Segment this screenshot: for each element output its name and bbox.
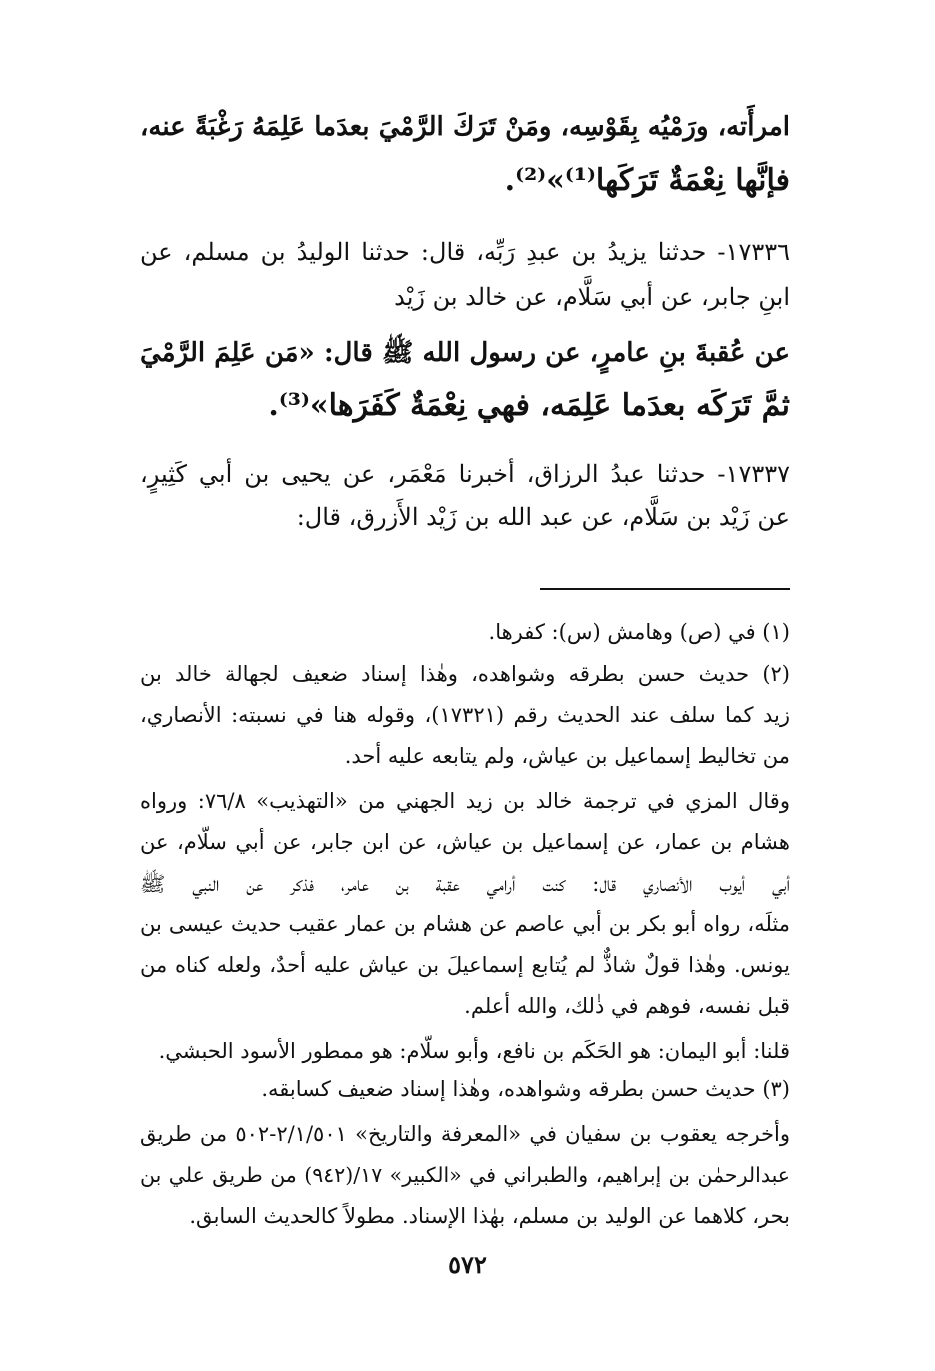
- footnote-line: عبدالرحمٰن بن إبراهيم، والطبراني في «الكبير» ١٧/(٩٤٢) من طريق علي بن: [140, 1163, 790, 1187]
- footnote-line: بحر، كلاهما عن الوليد بن مسلم، بهٰذا الإسناد. مطولاً كالحديث السابق.: [189, 1204, 790, 1228]
- footnote-line: زيد كما سلف عند الحديث رقم (١٧٣٢١)، وقوله هنا في نسبته: الأنصاري،: [140, 703, 790, 727]
- footnote-line: هشام بن عمار، عن إسماعيل بن عياش، عن ابن جابر، عن أبي سلّام، عن: [140, 830, 790, 854]
- page-number: ٥٧٢: [448, 1250, 487, 1279]
- isnad-line: ابنِ جابر، عن أبي سَلَّام، عن خالد بن زَيْد: [394, 283, 790, 311]
- hadith-text-line: فإنَّها نِعْمَةٌ تَرَكَها⁽¹⁾»⁽²⁾.: [504, 163, 790, 198]
- footnote-line: وأخرجه يعقوب بن سفيان في «المعرفة والتاريخ» ٢/١/٥٠١-٥٠٢ من طريق: [140, 1122, 791, 1146]
- isnad-line: عن زَيْد بن سَلَّام، عن عبد الله بن زَيْد الأَزرق، قال:: [296, 503, 790, 531]
- footnote-line: قبل نفسه، فوهم في ذٰلك، والله أعلم.: [464, 994, 790, 1018]
- footnote-line: من تخاليط إسماعيل بن عياش، ولم يتابعه عليه أحد.: [344, 744, 790, 768]
- footnote-separator: [540, 588, 790, 590]
- footnote-line: يونس. وهٰذا قولٌ شاذٌّ لم يُتابع إسماعيلَ بن عياش عليه أحدٌ، ولعله كناه من: [140, 953, 790, 977]
- isnad-line: ١٧٣٣٧- حدثنا عبدُ الرزاق، أخبرنا مَعْمَر، عن يحيى بن أبي كَثِيرٍ،: [140, 460, 790, 488]
- footnote-line: وقال المزي في ترجمة خالد بن زيد الجهني من «التهذيب» ٧٦/٨: ورواه: [140, 789, 790, 813]
- footnote-line: أبي أيوب الأنصاري قال: كنت أرامي عقبة بن عامر، فذكر عن النبي ﷺ: [140, 872, 790, 896]
- hadith-text-line: امرأَته، ورَمْيُه بِقَوْسِه، ومَنْ تَرَكَ الرَّمْيَ بعدَما عَلِمَهُ رَغْبَةً عنه،: [140, 112, 790, 142]
- footnote-line: قلنا: أبو اليمان: هو الحَكَم بن نافع، وأبو سلّام: هو ممطور الأسود الحبشي.: [158, 1039, 790, 1063]
- footnote-line: (١) في (ص) وهامش (س): كفرها.: [488, 620, 790, 644]
- footnote-line: (٣) حديث حسن بطرقه وشواهده، وهٰذا إسناد ضعيف كسابقه.: [261, 1077, 790, 1101]
- hadith-text-line: عن عُقبةَ بنِ عامرٍ، عن رسول الله ﷺ قال: «مَن عَلِمَ الرَّمْيَ: [140, 338, 790, 368]
- footnote-line: (٢) حديث حسن بطرقه وشواهده، وهٰذا إسناد ضعيف لجهالة خالد بن: [140, 662, 790, 686]
- hadith-text-line: ثمَّ تَرَكَه بعدَما عَلِمَه، فهي نِعْمَةٌ كَفَرَها»⁽³⁾.: [268, 388, 790, 423]
- isnad-line: ١٧٣٣٦- حدثنا يزيدُ بن عبدِ رَبِّه، قال: حدثنا الوليدُ بن مسلم، عن: [140, 238, 790, 266]
- footnote-line: مثلَه، رواه أبو بكر بن أبي عاصم عن هشام بن عمار عقيب حديث عيسى بن: [140, 912, 790, 936]
